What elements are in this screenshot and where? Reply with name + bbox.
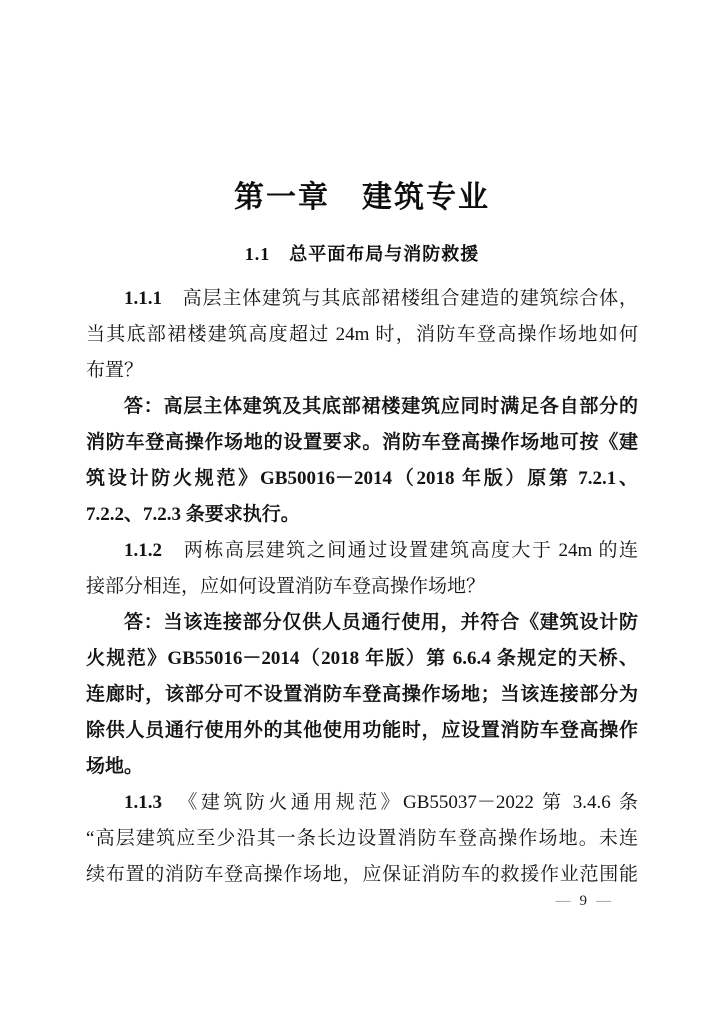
text-segment: 两栋高层建筑之间通过设置建筑高度大于 24m 的连 — [162, 540, 638, 561]
text-line — [86, 425, 638, 461]
text-line — [86, 569, 638, 605]
text-line — [86, 317, 638, 353]
text-segment-bold: 消防车登高操作场地的设置要求。消防车登高操作场地可按《建 — [86, 432, 638, 453]
text-segment-bold: 答：高层主体建筑及其底部裙楼建筑应同时满足各自部分的 — [124, 396, 638, 417]
section-heading: 1.1 总平面布局与消防救援 — [244, 244, 480, 264]
text-segment-bold: 连廊时，该部分可不设置消防车登高操作场地；当该连接部分为 — [86, 684, 638, 705]
text-line — [86, 461, 638, 497]
text-line — [86, 749, 638, 785]
text-segment: 当其底部裙楼建筑高度超过 24m 时，消防车登高操作场地如何 — [86, 324, 638, 345]
text-line — [86, 857, 638, 893]
text-segment-bold: 7.2.2、7.2.3 条要求执行。 — [86, 504, 300, 525]
text-segment-bold: 筑设计防火规范》GB50016－2014（2018 年版）原第 7.2.1、 — [86, 468, 638, 489]
text-segment: 布置？ — [86, 360, 144, 381]
text-line — [86, 785, 638, 821]
text-segment-bold: 1.1.2 — [124, 540, 162, 561]
text-segment-bold: 答：当该连接部分仅供人员通行使用，并符合《建筑设计防 — [124, 612, 638, 633]
text-line — [86, 821, 638, 857]
text-segment-bold: 除供人员通行使用外的其他使用功能时，应设置消防车登高操作 — [86, 720, 638, 741]
text-segment-bold: 场地。 — [86, 756, 144, 777]
text-line — [86, 353, 638, 389]
text-line — [86, 641, 638, 677]
text-line — [86, 605, 638, 641]
text-line — [86, 497, 638, 533]
text-segment: “高层建筑应至少沿其一条长边设置消防车登高操作场地。未连 — [86, 828, 638, 849]
text-line — [86, 713, 638, 749]
text-segment-bold: 1.1.3 — [124, 792, 162, 813]
footer-left-dash: — — [555, 893, 571, 909]
text-line — [86, 533, 638, 569]
chapter-title: 第一章 建筑专业 — [234, 181, 490, 214]
text-segment: 续布置的消防车登高操作场地，应保证消防车的救援作业范围能 — [86, 864, 638, 885]
text-line — [86, 281, 638, 317]
text-segment-bold: 1.1.1 — [124, 288, 162, 309]
body-text — [86, 281, 638, 893]
text-line — [86, 677, 638, 713]
text-segment-bold: 火规范》GB55016－2014（2018 年版）第 6.6.4 条规定的天桥、 — [86, 648, 638, 669]
text-segment: 高层主体建筑与其底部裙楼组合建造的建筑综合体， — [162, 288, 638, 309]
text-segment: 接部分相连，应如何设置消防车登高操作场地？ — [86, 576, 486, 597]
page-footer — [86, 893, 620, 910]
footer-right-dash: — — [596, 893, 611, 909]
page-number: 9 — [579, 893, 587, 909]
text-line — [86, 389, 638, 425]
text-segment: 《建筑防火通用规范》GB55037－2022 第 3.4.6 条 — [162, 792, 638, 813]
